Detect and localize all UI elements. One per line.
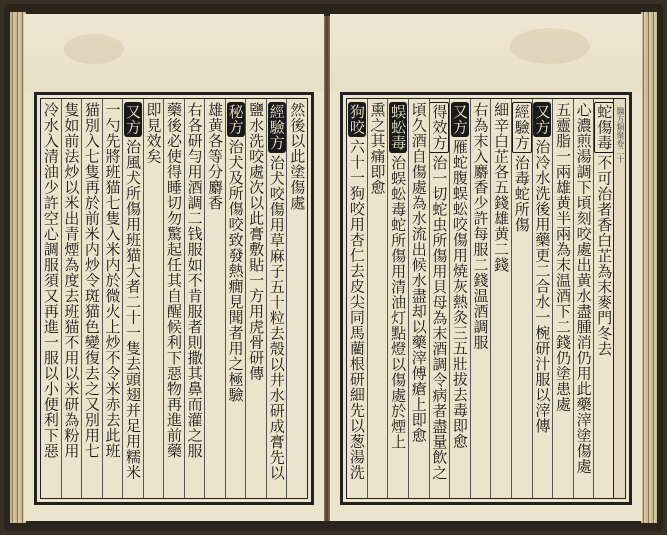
text-columns — [41, 99, 307, 498]
column-text: 治毒蛇所傷 — [512, 154, 531, 232]
section-label: 又方 — [450, 104, 469, 135]
column-text: 雁蛇腹蜈蚣咬傷用焼灰熱灸三五壯拔去毒即愈 — [450, 139, 469, 449]
column-text: 治一切蛇虫所傷用貝母為末酒調令病者盡量飲之 — [430, 154, 449, 480]
column-text: 鹽水洗咬處次以此膏敷貼一方用虎骨研傳 — [247, 102, 266, 381]
text-column — [490, 99, 511, 498]
upper-margin — [24, 14, 324, 92]
text-column — [81, 99, 102, 498]
column-text: 隻如前法炒以米出青煙為度去班猫不用以米研為粉用 — [62, 102, 81, 459]
text-column — [449, 99, 470, 498]
text-column — [429, 99, 450, 498]
section-label: 經驗方 — [512, 104, 531, 151]
column-text: 治蜈蚣毒蛇所傷用清油灯點燈以傷處於煙上 — [389, 154, 408, 449]
section-label: 經驗方 — [267, 104, 286, 151]
column-text: 藥後必使得睡切勿驚起任其自醒候利下惡物再進前藥 — [165, 102, 184, 459]
column-text: 治風犬所傷用班猫大者二十一隻去頭翅并足用糯米 — [123, 139, 142, 480]
text-frame — [34, 92, 314, 505]
text-column — [245, 99, 266, 498]
column-text: 細辛白芷各五錢雄黄二錢 — [492, 102, 511, 273]
column-text: 右各研勻用酒調二钱服如不肯服者則撒其鼻而灌之服 — [185, 102, 204, 459]
text-column — [367, 99, 388, 498]
column-text: 然後以此塗傷處 — [288, 102, 307, 211]
text-column — [204, 99, 225, 498]
section-label: 蛇傷毒 — [595, 104, 614, 151]
text-column — [41, 99, 61, 498]
text-column — [122, 99, 143, 498]
text-column — [225, 99, 246, 498]
column-text: 不可治者香白芷為末麥門冬去 — [595, 154, 614, 356]
column-text: 猫別入七隻再於前米内炒令斑猫色變復去之又別用七 — [82, 102, 101, 459]
column-text: 冷水入清油少許空心調服須又再進一服以小便利下惡 — [41, 102, 60, 459]
text-column — [408, 99, 429, 498]
section-label: 狗咬 — [347, 104, 366, 135]
column-text: 六十一狗咬用杏仁去皮尖同馬藺根研細先以葱湯洗 — [347, 139, 366, 480]
section-label: 蜈蚣毒 — [389, 104, 408, 151]
column-text: 五靈脂一兩雄黄半兩為末温酒下二錢仍塗患處 — [553, 102, 572, 412]
section-label: 得效方 — [430, 104, 449, 151]
column-text: 即見效矣 — [144, 102, 163, 164]
upper-margin — [330, 14, 642, 92]
left-page — [24, 14, 324, 521]
text-column — [61, 99, 82, 498]
section-label: 秘方 — [226, 104, 245, 135]
text-column — [511, 99, 532, 498]
text-column — [143, 99, 164, 498]
column-text: 雄黄各等分麝香 — [206, 102, 225, 211]
text-column — [593, 99, 614, 498]
text-column — [163, 99, 184, 498]
section-label: 又方 — [533, 104, 552, 135]
center-fold-margin — [613, 99, 625, 498]
text-columns — [347, 99, 614, 498]
text-column — [347, 99, 367, 498]
text-column — [184, 99, 205, 498]
column-text: 頃久酒自傷處為水流出候水盡却以藥滓傅瘡上即愈 — [409, 102, 428, 443]
text-column — [470, 99, 491, 498]
column-text: 治犬咬傷用草麻子五十粒去殼以井水研成膏先以 — [267, 154, 286, 480]
text-column — [532, 99, 553, 498]
section-label: 又方 — [123, 104, 142, 135]
fold-label: 醫方類聚卷二十 — [616, 107, 625, 163]
column-text: 治冷水洗後用藥更二合水一椀研汁服以滓傳 — [533, 139, 552, 434]
text-frame — [340, 92, 632, 505]
text-column — [102, 99, 123, 498]
text-column — [266, 99, 287, 498]
column-text: 右為末入麝香少許每服二錢温酒調服 — [471, 102, 490, 350]
page-edges-right — [641, 12, 657, 523]
column-text: 治犬及所傷咬致發熱癇見聞者用之極驗 — [226, 139, 245, 403]
text-column — [387, 99, 408, 498]
text-column — [573, 99, 594, 498]
column-text: 一勺先將班猫七隻入米内於微火上炒不令米赤去此班 — [103, 102, 122, 459]
column-text: 心濃煎湯調下頃刻咬處出黄水盡腫消仍用此藥滓塗傷處 — [574, 102, 593, 474]
column-text: 熏之其痛即愈 — [368, 102, 387, 195]
book — [4, 4, 663, 531]
text-column — [286, 99, 307, 498]
text-column — [552, 99, 573, 498]
right-page — [330, 14, 642, 521]
